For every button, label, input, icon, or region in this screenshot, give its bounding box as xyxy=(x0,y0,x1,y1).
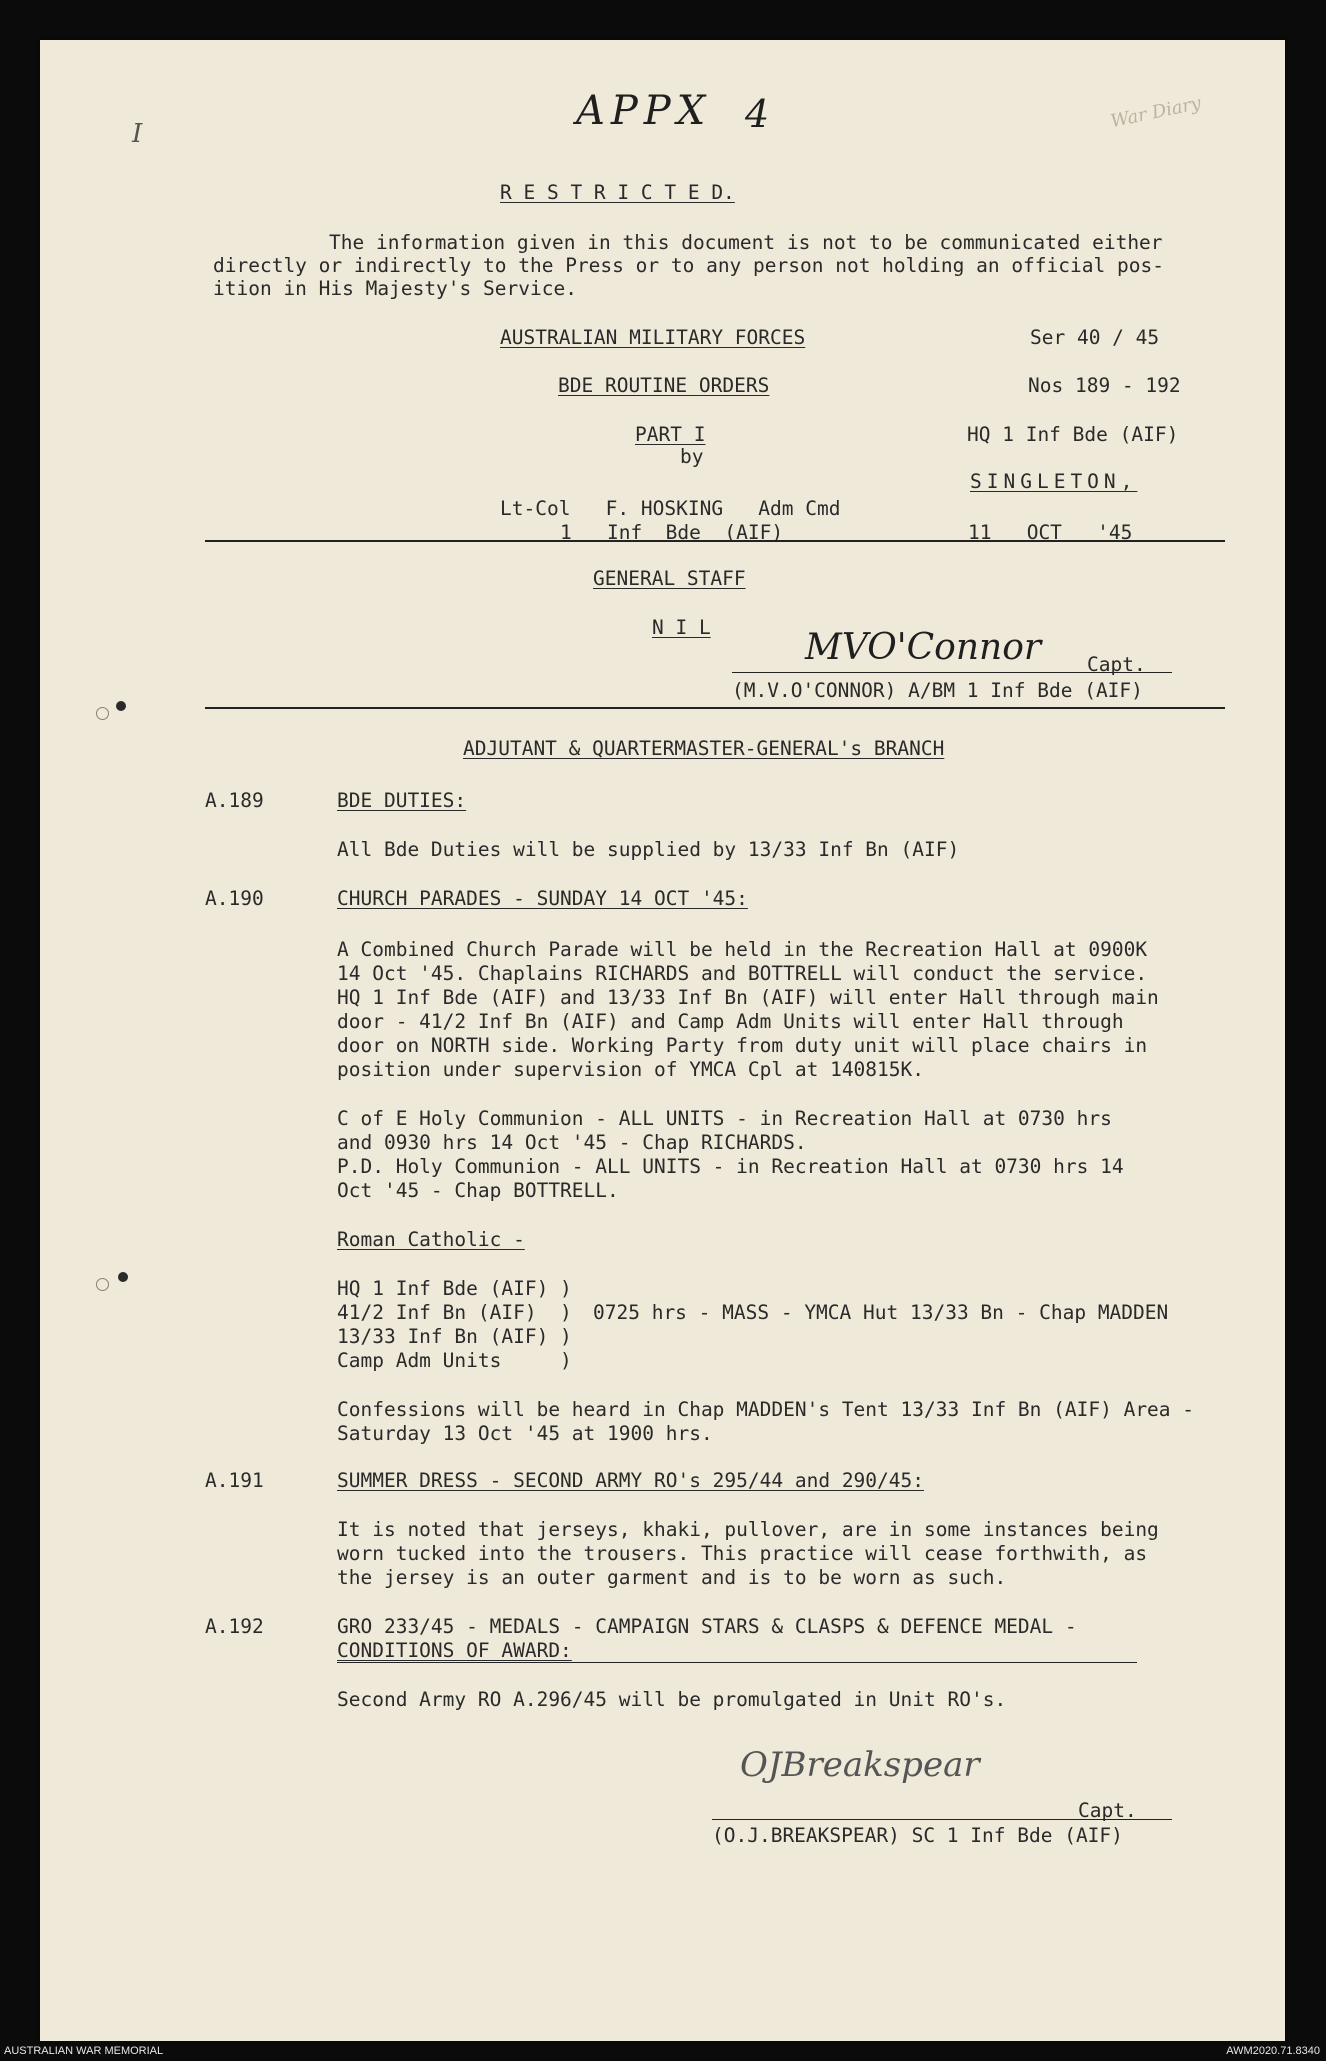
footer-accession: AWM2020.71.8340 xyxy=(1226,2045,1320,2057)
a192-body: Second Army RO A.296/45 will be promulgated in Unit RO's. xyxy=(337,1688,1007,1711)
appx-handwritten: APPX xyxy=(576,88,712,134)
punch-hole-ring xyxy=(96,1278,109,1291)
signature-line-2 xyxy=(712,1819,1172,1820)
order-numbers: Nos 189 - 192 xyxy=(1028,374,1181,397)
corner-note: War Diary xyxy=(1108,92,1203,133)
a192-title-rule xyxy=(337,1662,1137,1663)
footer-source: AUSTRALIAN WAR MEMORIAL xyxy=(4,2045,164,2057)
header-rule xyxy=(205,540,1225,542)
a190-body-line-5: door on NORTH side. Working Party from duty unit will place chairs in xyxy=(337,1034,1148,1057)
capt-label-2: Capt. xyxy=(1078,1799,1137,1822)
item-number-a189: A.189 xyxy=(205,789,264,812)
notice-line-1: The information given in this document is not to be communicated either xyxy=(329,231,1163,254)
hq-label: HQ 1 Inf Bde (AIF) xyxy=(967,423,1179,446)
document-page xyxy=(40,40,1285,2041)
confessions-line-2: Saturday 13 Oct '45 at 1900 hrs. xyxy=(337,1422,713,1445)
signatory-breakspear: (O.J.BREAKSPEAR) SC 1 Inf Bde (AIF) xyxy=(712,1824,1123,1847)
a191-body-line-3: the jersey is an outer garment and is to be worn as such. xyxy=(337,1566,1007,1589)
corner-mark: I xyxy=(132,119,143,149)
order-date: 11 OCT '45 xyxy=(968,521,1133,544)
nil-label: N I L xyxy=(652,616,711,639)
a191-body-line-2: worn tucked into the trousers. This practice will cease forthwith, as xyxy=(337,1542,1148,1565)
general-staff-heading: GENERAL STAFF xyxy=(593,567,746,590)
a190-communion-line-4: Oct '45 - Chap BOTTRELL. xyxy=(337,1179,619,1202)
a190-communion-line-1: C of E Holy Communion - ALL UNITS - in Recreation Hall at 0730 hrs xyxy=(337,1107,1112,1130)
a192-title-line-2: CONDITIONS OF AWARD: xyxy=(337,1639,572,1662)
rc-mass-detail: 0725 hrs - MASS - YMCA Hut 13/33 Bn - Chap MADDEN xyxy=(593,1301,1169,1324)
serial-number: Ser 40 / 45 xyxy=(1030,326,1160,349)
item-body-a189: All Bde Duties will be supplied by 13/33 Inf Bn (AIF) xyxy=(337,838,960,861)
punch-hole xyxy=(118,1272,128,1282)
a190-communion-line-3: P.D. Holy Communion - ALL UNITS - in Recreation Hall at 0730 hrs 14 xyxy=(337,1155,1124,1178)
a190-body-line-4: door - 41/2 Inf Bn (AIF) and Camp Adm Units will enter Hall through xyxy=(337,1010,1124,1033)
routine-orders-heading: BDE ROUTINE ORDERS xyxy=(558,374,770,397)
item-title-a189: BDE DUTIES: xyxy=(337,789,467,812)
signatory-oconnor: (M.V.O'CONNOR) A/BM 1 Inf Bde (AIF) xyxy=(732,679,1143,702)
signature-oconnor: MVO'Connor xyxy=(805,627,1042,668)
a191-body-line-1: It is noted that jerseys, khaki, pullover, are in some instances being xyxy=(337,1518,1159,1541)
punch-hole-ring xyxy=(96,707,109,720)
roman-catholic-heading: Roman Catholic - xyxy=(337,1228,525,1251)
commander-line-1: Lt-Col F. HOSKING Adm Cmd xyxy=(500,497,841,520)
a190-body-line-1: A Combined Church Parade will be held in the Recreation Hall at 0900K xyxy=(337,938,1148,961)
punch-hole xyxy=(116,701,126,711)
rc-unit-4: Camp Adm Units ) xyxy=(337,1349,572,1372)
signature-breakspear: OJBreakspear xyxy=(740,1745,980,1785)
item-number-a191: A.191 xyxy=(205,1469,264,1492)
item-title-a191: SUMMER DRESS - SECOND ARMY RO's 295/44 and 290/45: xyxy=(337,1469,924,1492)
restricted-heading: R E S T R I C T E D. xyxy=(500,181,735,204)
rc-unit-1: HQ 1 Inf Bde (AIF) ) xyxy=(337,1277,572,1300)
a190-body-line-6: position under supervision of YMCA Cpl at 140815K. xyxy=(337,1058,924,1081)
place-label: SINGLETON, xyxy=(970,470,1138,493)
signature-line-1 xyxy=(732,672,1172,673)
a190-body-line-2: 14 Oct '45. Chaplains RICHARDS and BOTTRELL will conduct the service. xyxy=(337,962,1148,985)
commander-line-2: 1 Inf Bde (AIF) xyxy=(560,521,784,544)
a190-communion-line-2: and 0930 hrs 14 Oct '45 - Chap RICHARDS. xyxy=(337,1131,807,1154)
forces-heading: AUSTRALIAN MILITARY FORCES xyxy=(500,326,806,349)
a192-title-line-1: GRO 233/45 - MEDALS - CAMPAIGN STARS & CLASPS & DEFENCE MEDAL - xyxy=(337,1615,1077,1638)
rc-unit-3: 13/33 Inf Bn (AIF) ) xyxy=(337,1325,572,1348)
part-heading: PART I xyxy=(635,423,706,446)
capt-label-1: Capt. xyxy=(1087,653,1146,676)
by-label: by xyxy=(680,445,704,468)
notice-line-3: ition in His Majesty's Service. xyxy=(213,277,577,300)
aqmg-heading: ADJUTANT & QUARTERMASTER-GENERAL's BRANCH xyxy=(463,737,945,760)
item-number-a192: A.192 xyxy=(205,1615,264,1638)
appx-number-handwritten: 4 xyxy=(745,92,770,136)
confessions-line-1: Confessions will be heard in Chap MADDEN's Tent 13/33 Inf Bn (AIF) Area - xyxy=(337,1398,1195,1421)
item-number-a190: A.190 xyxy=(205,887,264,910)
rc-unit-2: 41/2 Inf Bn (AIF) ) xyxy=(337,1301,572,1324)
item-title-a190: CHURCH PARADES - SUNDAY 14 OCT '45: xyxy=(337,887,748,910)
a190-body-line-3: HQ 1 Inf Bde (AIF) and 13/33 Inf Bn (AIF) will enter Hall through main xyxy=(337,986,1159,1009)
notice-line-2: directly or indirectly to the Press or to any person not holding an official pos- xyxy=(213,254,1164,277)
general-staff-rule xyxy=(205,707,1225,709)
